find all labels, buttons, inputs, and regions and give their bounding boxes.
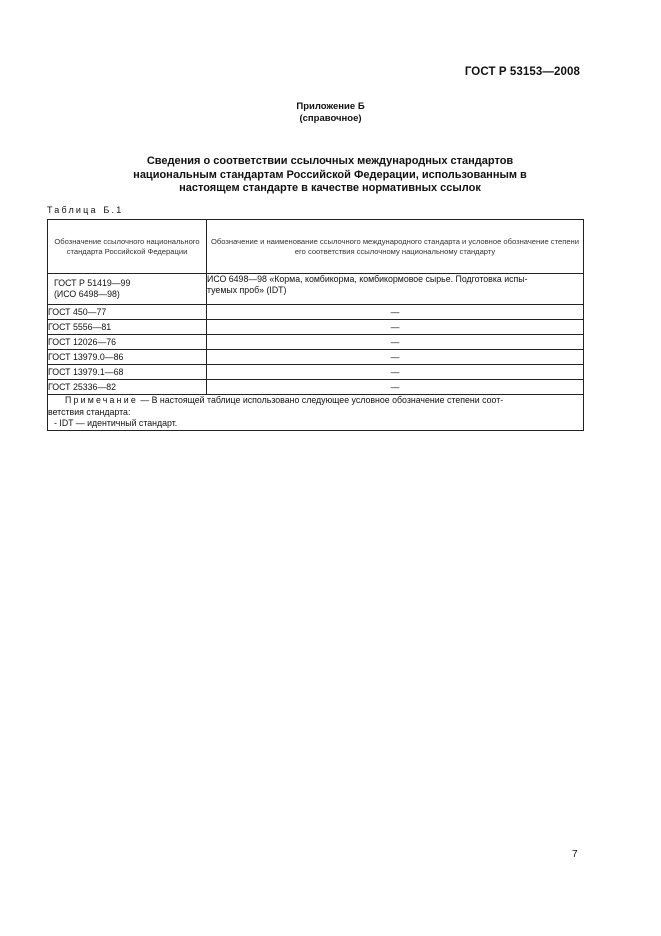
appendix-title: Приложение Б [296, 101, 365, 112]
standard-code: ГОСТ 5556—81 [48, 320, 207, 335]
table-row [48, 335, 584, 350]
standard-code: ГОСТ 25336—82 [48, 380, 207, 395]
standard-code: ГОСТ 13979.0—86 [48, 350, 207, 365]
table-row [48, 274, 584, 305]
standard-code-cell [48, 274, 207, 305]
table-row [48, 380, 584, 395]
section-title-line: настоящем стандарте в качестве нормативных ссылок [179, 182, 481, 194]
standard-description-cell [207, 274, 584, 305]
document-code: ГОСТ Р 53153—2008 [464, 66, 580, 78]
header-national-standard: Обозначение ссылочного национального стандарта Российской Федерации [48, 220, 207, 274]
table-row [48, 365, 584, 380]
standard-correspondence: — [207, 335, 584, 350]
table-caption: Таблица Б.1 [47, 205, 124, 215]
page-number: 7 [572, 849, 578, 860]
standard-correspondence: — [207, 320, 584, 335]
standard-code: ГОСТ 12026—76 [48, 335, 207, 350]
appendix-subtitle: (справочное) [299, 113, 362, 124]
section-title-line: Сведения о соответствии ссылочных международных стандартов [146, 155, 514, 167]
table-note-row [48, 395, 584, 431]
table-row [48, 305, 584, 320]
table-row [48, 320, 584, 335]
note-label: Примечание [65, 395, 138, 405]
standard-code: ГОСТ 13979.1—68 [48, 365, 207, 380]
iso-equivalent-code: (ИСО 6498—98) [54, 289, 120, 299]
note-line: ветствия стандарта: [48, 406, 131, 417]
standard-correspondence: — [207, 365, 584, 380]
standard-code: ГОСТ 450—77 [48, 305, 207, 320]
standards-table [47, 219, 584, 431]
note-text: — В настоящей таблице использовано следующее условное обозначение степени соот- [137, 395, 504, 405]
standard-code: ГОСТ Р 51419—99 [54, 278, 131, 288]
table-note [48, 395, 584, 431]
standard-description-line: ИСО 6498—98 «Корма, комбикорма, комбикормовое сырье. Подготовка испы- [207, 274, 528, 284]
section-title-line: национальным стандартам Российской Федерации, использованным в [133, 168, 527, 181]
standard-correspondence: — [207, 350, 584, 365]
table-header-row [48, 220, 584, 274]
standard-correspondence: — [207, 305, 584, 320]
header-international-standard: Обозначение и наименование ссылочного международного стандарта и условное обозначение степени его соответствия ссылочному национальному стандарту [207, 220, 584, 274]
standard-correspondence: — [207, 380, 584, 395]
note-line [48, 395, 583, 407]
standard-description-line: туемых проб» (IDT) [207, 285, 287, 295]
note-line: - IDT — идентичный стандарт. [54, 418, 178, 428]
table-row [48, 350, 584, 365]
section-title [95, 155, 565, 196]
